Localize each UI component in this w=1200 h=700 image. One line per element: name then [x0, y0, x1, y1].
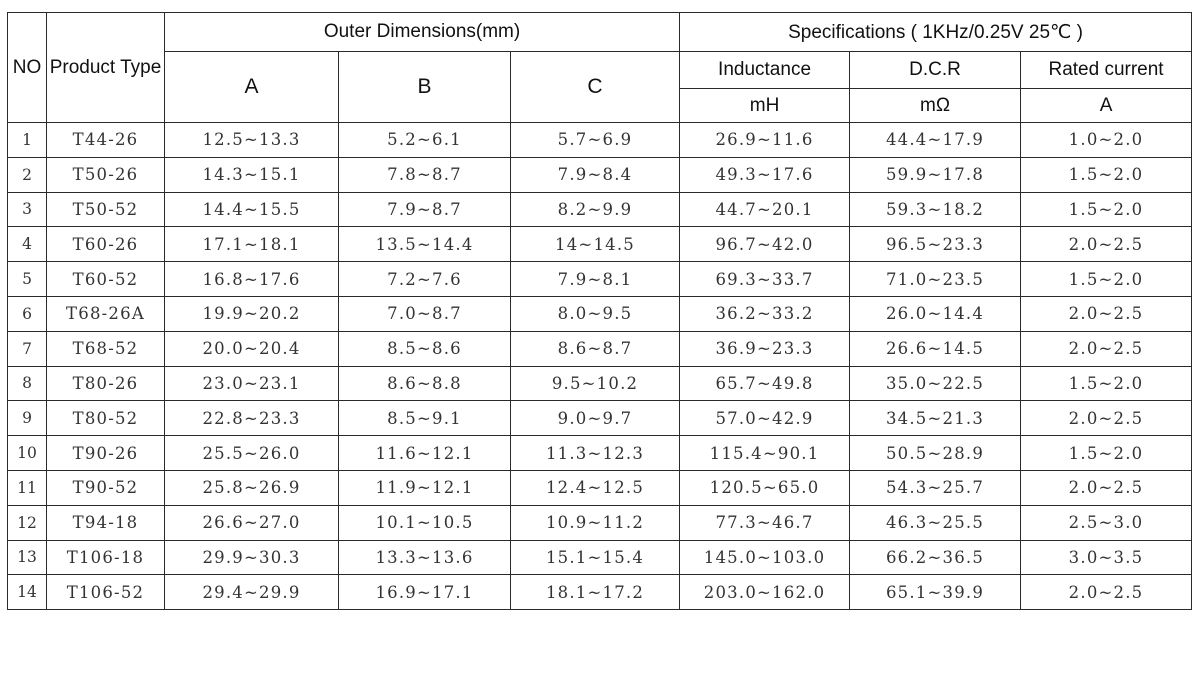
cell-dcr: 46.3~25.5 [850, 505, 1021, 540]
table-row [8, 227, 1192, 262]
cell-dim-b: 8.5~9.1 [339, 401, 511, 436]
table-row [8, 123, 1192, 158]
cell-dim-c: 15.1~15.4 [511, 540, 680, 575]
cell-rated-current: 2.0~2.5 [1021, 331, 1192, 366]
cell-no: 7 [8, 331, 47, 366]
cell-no: 5 [8, 262, 47, 297]
cell-no: 10 [8, 436, 47, 471]
header-rated-current-unit: A [1021, 89, 1192, 123]
cell-rated-current: 1.5~2.0 [1021, 157, 1192, 192]
cell-product-type: T90-52 [47, 470, 165, 505]
cell-dim-a: 14.3~15.1 [165, 157, 339, 192]
cell-dim-c: 7.9~8.1 [511, 262, 680, 297]
cell-rated-current: 3.0~3.5 [1021, 540, 1192, 575]
cell-product-type: T44-26 [47, 123, 165, 158]
cell-inductance: 77.3~46.7 [680, 505, 850, 540]
cell-no: 2 [8, 157, 47, 192]
cell-dim-b: 13.3~13.6 [339, 540, 511, 575]
cell-dim-a: 25.5~26.0 [165, 436, 339, 471]
cell-product-type: T80-52 [47, 401, 165, 436]
cell-no: 12 [8, 505, 47, 540]
cell-no: 4 [8, 227, 47, 262]
cell-dcr: 50.5~28.9 [850, 436, 1021, 471]
cell-dim-b: 7.2~7.6 [339, 262, 511, 297]
cell-no: 13 [8, 540, 47, 575]
cell-product-type: T90-26 [47, 436, 165, 471]
cell-no: 8 [8, 366, 47, 401]
cell-dim-a: 25.8~26.9 [165, 470, 339, 505]
cell-inductance: 49.3~17.6 [680, 157, 850, 192]
cell-dcr: 96.5~23.3 [850, 227, 1021, 262]
cell-dim-a: 20.0~20.4 [165, 331, 339, 366]
cell-rated-current: 1.5~2.0 [1021, 192, 1192, 227]
cell-dim-b: 8.6~8.8 [339, 366, 511, 401]
cell-dim-c: 10.9~11.2 [511, 505, 680, 540]
cell-dim-b: 11.9~12.1 [339, 470, 511, 505]
cell-dim-b: 5.2~6.1 [339, 123, 511, 158]
cell-dim-c: 14~14.5 [511, 227, 680, 262]
cell-dim-b: 13.5~14.4 [339, 227, 511, 262]
cell-dim-c: 12.4~12.5 [511, 470, 680, 505]
cell-dim-c: 7.9~8.4 [511, 157, 680, 192]
header-dcr: D.C.R [850, 52, 1021, 89]
cell-dim-a: 23.0~23.1 [165, 366, 339, 401]
cell-rated-current: 2.0~2.5 [1021, 227, 1192, 262]
table-row [8, 470, 1192, 505]
cell-rated-current: 1.5~2.0 [1021, 366, 1192, 401]
cell-dim-a: 14.4~15.5 [165, 192, 339, 227]
table-row [8, 540, 1192, 575]
cell-rated-current: 2.0~2.5 [1021, 401, 1192, 436]
header-specifications: Specifications ( 1KHz/0.25V 25℃ ) [680, 13, 1192, 52]
cell-inductance: 36.2~33.2 [680, 296, 850, 331]
table-row [8, 157, 1192, 192]
cell-no: 11 [8, 470, 47, 505]
header-product-type: Product Type [47, 13, 165, 123]
cell-dim-a: 22.8~23.3 [165, 401, 339, 436]
cell-dim-b: 16.9~17.1 [339, 575, 511, 610]
cell-dcr: 34.5~21.3 [850, 401, 1021, 436]
cell-dim-c: 8.2~9.9 [511, 192, 680, 227]
table-row [8, 262, 1192, 297]
cell-dcr: 59.3~18.2 [850, 192, 1021, 227]
table-row [8, 331, 1192, 366]
header-inductance-unit: mH [680, 89, 850, 123]
cell-dim-c: 18.1~17.2 [511, 575, 680, 610]
cell-product-type: T68-52 [47, 331, 165, 366]
header-row-top [8, 13, 1192, 52]
header-rated-current: Rated current [1021, 52, 1192, 89]
cell-dim-b: 7.9~8.7 [339, 192, 511, 227]
header-no: NO [8, 13, 47, 123]
cell-dcr: 44.4~17.9 [850, 123, 1021, 158]
cell-dcr: 35.0~22.5 [850, 366, 1021, 401]
cell-dim-b: 7.0~8.7 [339, 296, 511, 331]
cell-dim-a: 17.1~18.1 [165, 227, 339, 262]
cell-no: 1 [8, 123, 47, 158]
cell-product-type: T106-52 [47, 575, 165, 610]
table-row [8, 192, 1192, 227]
cell-product-type: T50-52 [47, 192, 165, 227]
table-body [8, 123, 1192, 610]
cell-rated-current: 1.5~2.0 [1021, 436, 1192, 471]
cell-dim-a: 19.9~20.2 [165, 296, 339, 331]
cell-dcr: 26.6~14.5 [850, 331, 1021, 366]
cell-dim-b: 11.6~12.1 [339, 436, 511, 471]
cell-no: 3 [8, 192, 47, 227]
cell-dim-a: 26.6~27.0 [165, 505, 339, 540]
cell-inductance: 44.7~20.1 [680, 192, 850, 227]
table-row [8, 401, 1192, 436]
cell-inductance: 65.7~49.8 [680, 366, 850, 401]
cell-rated-current: 1.0~2.0 [1021, 123, 1192, 158]
cell-product-type: T80-26 [47, 366, 165, 401]
cell-rated-current: 2.0~2.5 [1021, 575, 1192, 610]
cell-inductance: 69.3~33.7 [680, 262, 850, 297]
cell-dim-b: 8.5~8.6 [339, 331, 511, 366]
header-dim-c: C [511, 52, 680, 123]
header-dim-a: A [165, 52, 339, 123]
cell-rated-current: 2.5~3.0 [1021, 505, 1192, 540]
cell-product-type: T106-18 [47, 540, 165, 575]
cell-inductance: 57.0~42.9 [680, 401, 850, 436]
cell-inductance: 36.9~23.3 [680, 331, 850, 366]
cell-no: 9 [8, 401, 47, 436]
cell-dim-b: 10.1~10.5 [339, 505, 511, 540]
cell-no: 14 [8, 575, 47, 610]
cell-dim-c: 5.7~6.9 [511, 123, 680, 158]
inductor-spec-table [7, 12, 1192, 610]
cell-dim-a: 12.5~13.3 [165, 123, 339, 158]
cell-inductance: 115.4~90.1 [680, 436, 850, 471]
cell-rated-current: 2.0~2.5 [1021, 296, 1192, 331]
table-row [8, 366, 1192, 401]
cell-dcr: 71.0~23.5 [850, 262, 1021, 297]
cell-dcr: 65.1~39.9 [850, 575, 1021, 610]
cell-dcr: 59.9~17.8 [850, 157, 1021, 192]
cell-dim-a: 29.4~29.9 [165, 575, 339, 610]
cell-rated-current: 2.0~2.5 [1021, 470, 1192, 505]
cell-product-type: T68-26A [47, 296, 165, 331]
cell-dcr: 54.3~25.7 [850, 470, 1021, 505]
cell-inductance: 96.7~42.0 [680, 227, 850, 262]
cell-no: 6 [8, 296, 47, 331]
cell-inductance: 120.5~65.0 [680, 470, 850, 505]
header-dcr-unit: mΩ [850, 89, 1021, 123]
cell-inductance: 26.9~11.6 [680, 123, 850, 158]
table-row [8, 505, 1192, 540]
cell-product-type: T60-26 [47, 227, 165, 262]
cell-dcr: 66.2~36.5 [850, 540, 1021, 575]
table-header [8, 13, 1192, 123]
header-row-mid [8, 52, 1192, 89]
table-row [8, 296, 1192, 331]
cell-dim-c: 11.3~12.3 [511, 436, 680, 471]
cell-product-type: T60-52 [47, 262, 165, 297]
cell-dim-a: 16.8~17.6 [165, 262, 339, 297]
table-row [8, 436, 1192, 471]
header-dim-b: B [339, 52, 511, 123]
cell-dim-b: 7.8~8.7 [339, 157, 511, 192]
table-row [8, 575, 1192, 610]
spec-sheet [7, 12, 1191, 610]
cell-inductance: 203.0~162.0 [680, 575, 850, 610]
cell-dcr: 26.0~14.4 [850, 296, 1021, 331]
cell-product-type: T50-26 [47, 157, 165, 192]
cell-dim-c: 8.0~9.5 [511, 296, 680, 331]
cell-product-type: T94-18 [47, 505, 165, 540]
cell-inductance: 145.0~103.0 [680, 540, 850, 575]
header-outer-dimensions: Outer Dimensions(mm) [165, 13, 680, 52]
cell-dim-c: 9.5~10.2 [511, 366, 680, 401]
cell-dim-c: 8.6~8.7 [511, 331, 680, 366]
cell-dim-a: 29.9~30.3 [165, 540, 339, 575]
cell-dim-c: 9.0~9.7 [511, 401, 680, 436]
cell-rated-current: 1.5~2.0 [1021, 262, 1192, 297]
header-inductance: Inductance [680, 52, 850, 89]
